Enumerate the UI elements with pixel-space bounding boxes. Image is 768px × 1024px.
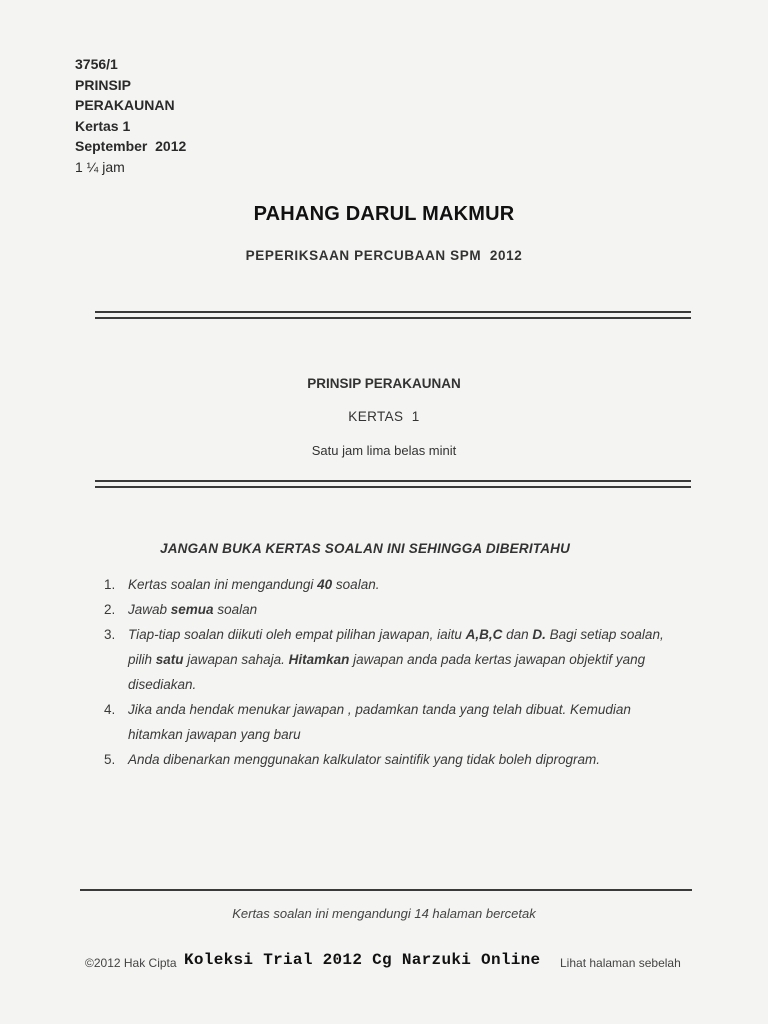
paper-label: KERTAS 1 [348,409,420,424]
instruction-text: Jawab [128,602,171,617]
instruction-emphasis: 40 [317,577,333,592]
instruction-emphasis: A,B,C [465,627,503,642]
exam-title: PEPERIKSAAN PERCUBAAN SPM 2012 [245,248,523,263]
watermark-text: Koleksi Trial 2012 Cg Narzuki Online [184,951,541,969]
instruction-item [104,747,684,772]
instruction-item [104,622,684,697]
instruction-text: dan [502,627,533,642]
warning-heading: JANGAN BUKA KERTAS SOALAN INI SEHINGGA DIBERITAHU [160,541,571,556]
instruction-list [104,572,684,772]
instruction-number: 2. [104,602,116,617]
instruction-item [104,697,684,747]
instruction-number: 1. [104,577,116,592]
instruction-emphasis: Hitamkan [288,652,350,667]
instruction-text: jawapan sahaja. [183,652,289,667]
instruction-text: Jika anda hendak menukar jawapan , padamkan tanda yang telah dibuat. Kemudian hitamkan jawapan yang baru [128,702,631,742]
instruction-text: soalan. [332,577,380,592]
instruction-text: Tiap-tiap soalan diikuti oleh empat pilihan jawapan, iaitu [128,627,466,642]
instruction-text: jawapan anda pada kertas jawapan objektif yang disediakan. [128,652,646,692]
instruction-text: Bagi setiap soalan, pilih [128,627,664,667]
duration-words: Satu jam lima belas minit [311,443,457,458]
instruction-number: 4. [104,702,116,717]
subject-line-2: PERAKAUNAN [75,97,175,113]
exam-date: September 2012 [75,138,187,154]
instruction-emphasis: satu [155,652,184,667]
subject-line-1: PRINSIP [75,76,132,93]
instruction-emphasis: D. [532,627,546,642]
instruction-number: 5. [104,752,116,767]
divider-middle [95,480,691,488]
paper-number: Kertas 1 [75,117,131,134]
next-page-text: Lihat halaman sebelah [560,956,681,970]
instruction-number: 3. [104,627,116,642]
page-count-note: Kertas soalan ini mengandungi 14 halaman bercetak [232,906,536,921]
instruction-text: soalan [213,602,258,617]
paper-header [75,54,186,177]
instruction-emphasis: semua [170,602,214,617]
divider-bottom [80,889,692,891]
subject-title: PRINSIP PERAKAUNAN [307,376,461,391]
exam-duration: 1 ¼ jam [75,158,125,175]
instruction-text: Anda dibenarkan menggunakan kalkulator saintifik yang tidak boleh diprogram. [128,752,601,767]
state-title: PAHANG DARUL MAKMUR [253,203,515,225]
paper-code: 3756/1 [75,56,118,72]
instruction-item [104,572,684,597]
instruction-item [104,597,684,622]
instruction-text: Kertas soalan ini mengandungi [128,577,318,592]
divider-top [95,311,691,319]
copyright-text: ©2012 Hak Cipta [85,956,177,970]
